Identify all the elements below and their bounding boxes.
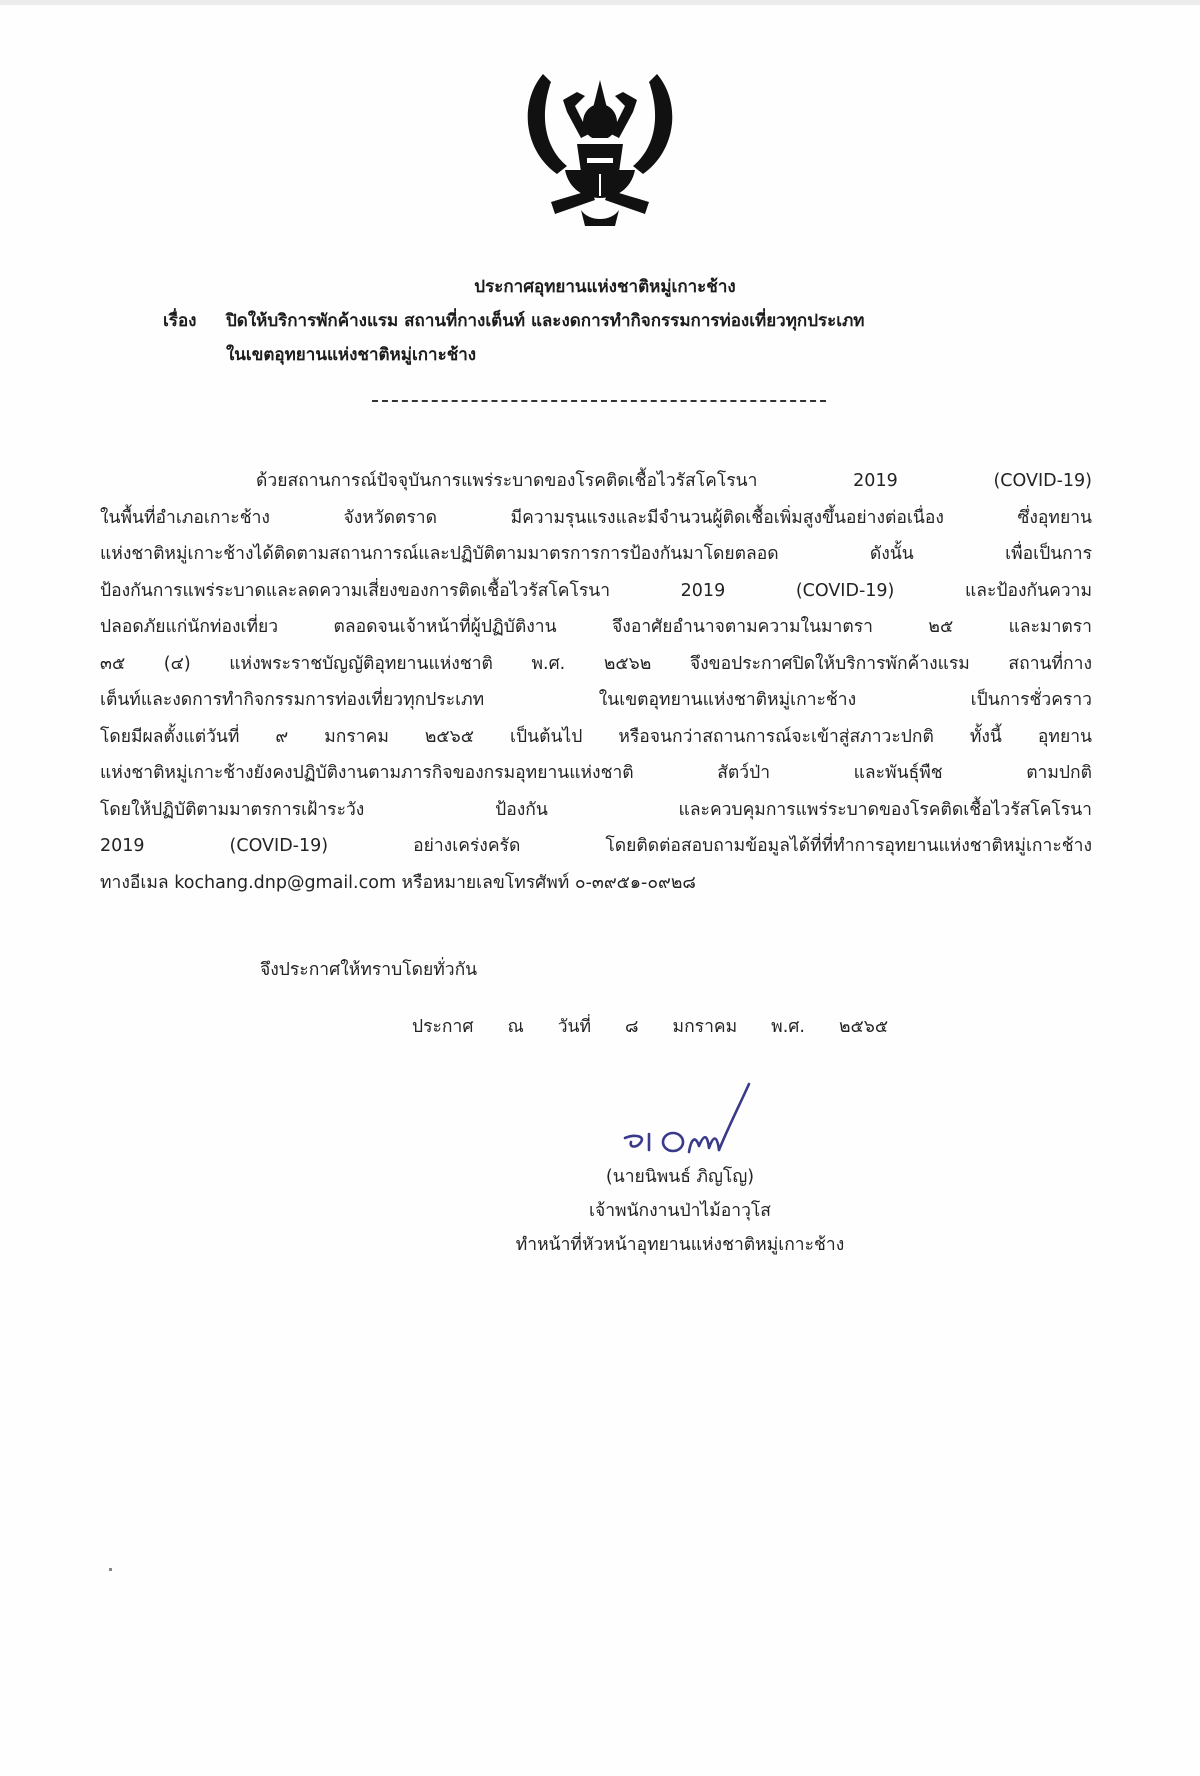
- date-era: พ.ศ.: [771, 1017, 805, 1037]
- subject-row-2: [0, 338, 1200, 372]
- subject-text-line-1: ปิดให้บริการพักค้างแรม สถานที่กางเต็นท์ และงดการทำกิจกรรมการท่องเที่ยวทุกประเภท: [226, 311, 865, 331]
- date-at-label: ณ: [507, 1017, 524, 1037]
- announcement-date: [412, 1012, 888, 1040]
- announcement-title: ประกาศอุทยานแห่งชาติหมู่เกาะช้าง: [474, 277, 736, 297]
- closing-statement: จึงประกาศให้ทราบโดยทั่วกัน: [260, 960, 478, 980]
- signatory-name: (นายนิพนธ์ ภิญโญ): [605, 1167, 755, 1187]
- date-announced-label: ประกาศ: [412, 1017, 474, 1037]
- body-line-contact: ทางอีเมล kochang.dnp@gmail.com หรือหมายเลขโทรศัพท์ ๐-๓๙๕๑-๐๙๒๘: [100, 872, 696, 893]
- handwritten-signature-icon: [615, 1078, 815, 1163]
- body-line: โดยให้ปฏิบัติตามมาตรการเฝ้าระวัง ป้องกัน และควบคุมการแพร่ระบาดของโรคติดเชื้อไวรัสโคโรนา: [100, 799, 1092, 820]
- body-line: โดยมีผลตั้งแต่วันที่ ๙ มกราคม ๒๕๖๕ เป็นต้นไป หรือจนกว่าสถานการณ์จะเข้าสู่สภาวะปกติ ทั้งนี้ อุทยาน: [100, 726, 1092, 747]
- body-line: เต็นท์และงดการทำกิจกรรมการท่องเที่ยวทุกประเภท ในเขตอุทยานแห่งชาติหมู่เกาะช้าง เป็นการชั่วคราว: [100, 690, 1092, 710]
- subject-text-line-2: ในเขตอุทยานแห่งชาติหมู่เกาะช้าง: [226, 345, 477, 365]
- signatory-block: [460, 1160, 900, 1262]
- scan-artifact-dot: [109, 1568, 112, 1571]
- body-line: ปลอดภัยแก่นักท่องเที่ยว ตลอดจนเจ้าหน้าที่ผู้ปฏิบัติงาน จึงอาศัยอำนาจตามความในมาตรา ๒๕ และมาตรา: [100, 617, 1092, 637]
- date-day-label: วันที่: [557, 1017, 592, 1037]
- body-line: 2019 (COVID-19) อย่างเคร่งครัด โดยติดต่อสอบถามข้อมูลได้ที่ที่ทำการอุทยานแห่งชาติหมู่เกาะช้าง: [100, 836, 1092, 856]
- date-day: ๘: [625, 1017, 639, 1037]
- body-line: ๓๕ (๔) แห่งพระราชบัญญัติอุทยานแห่งชาติ พ.ศ. ๒๕๖๒ จึงขอประกาศปิดให้บริการพักค้างแรม สถานที่กาง: [100, 653, 1092, 674]
- announcement-body: [100, 463, 1092, 901]
- signatory-position: เจ้าพนักงานป่าไม้อาวุโส: [588, 1201, 771, 1221]
- body-line: แห่งชาติหมู่เกาะช้างได้ติดตามสถานการณ์และปฏิบัติตามมาตรการการป้องกันมาโดยตลอด ดังนั้น เพื่อเป็นการ: [100, 544, 1092, 564]
- date-year: ๒๕๖๕: [838, 1017, 889, 1037]
- body-line: ในพื้นที่อำเภอเกาะช้าง จังหวัดตราด มีความรุนแรงและมีจำนวนผู้ติดเชื้อเพิ่มสูงขึ้นอย่างต่อเนื่อง ซึ่งอุทยาน: [100, 507, 1092, 528]
- signatory-acting-role: ทำหน้าที่หัวหน้าอุทยานแห่งชาติหมู่เกาะช้าง: [515, 1235, 845, 1255]
- garuda-emblem-icon: [505, 62, 695, 232]
- body-line: ด้วยสถานการณ์ปัจจุบันการแพร่ระบาดของโรคติดเชื้อไวรัสโคโรนา 2019 (COVID-19): [256, 471, 1092, 491]
- date-month: มกราคม: [672, 1017, 738, 1037]
- dashed-divider: [372, 400, 826, 402]
- subject-row: [0, 304, 1200, 338]
- announcement-header: [0, 270, 1200, 372]
- subject-label: เรื่อง: [163, 311, 197, 331]
- body-line: ป้องกันการแพร่ระบาดและลดความเสี่ยงของการติดเชื้อไวรัสโคโรนา 2019 (COVID-19) และป้องกันความ: [100, 580, 1092, 601]
- body-line: แห่งชาติหมู่เกาะช้างยังคงปฏิบัติงานตามภารกิจของกรมอุทยานแห่งชาติ สัตว์ป่า และพันธุ์พืช ตามปกติ: [100, 763, 1092, 783]
